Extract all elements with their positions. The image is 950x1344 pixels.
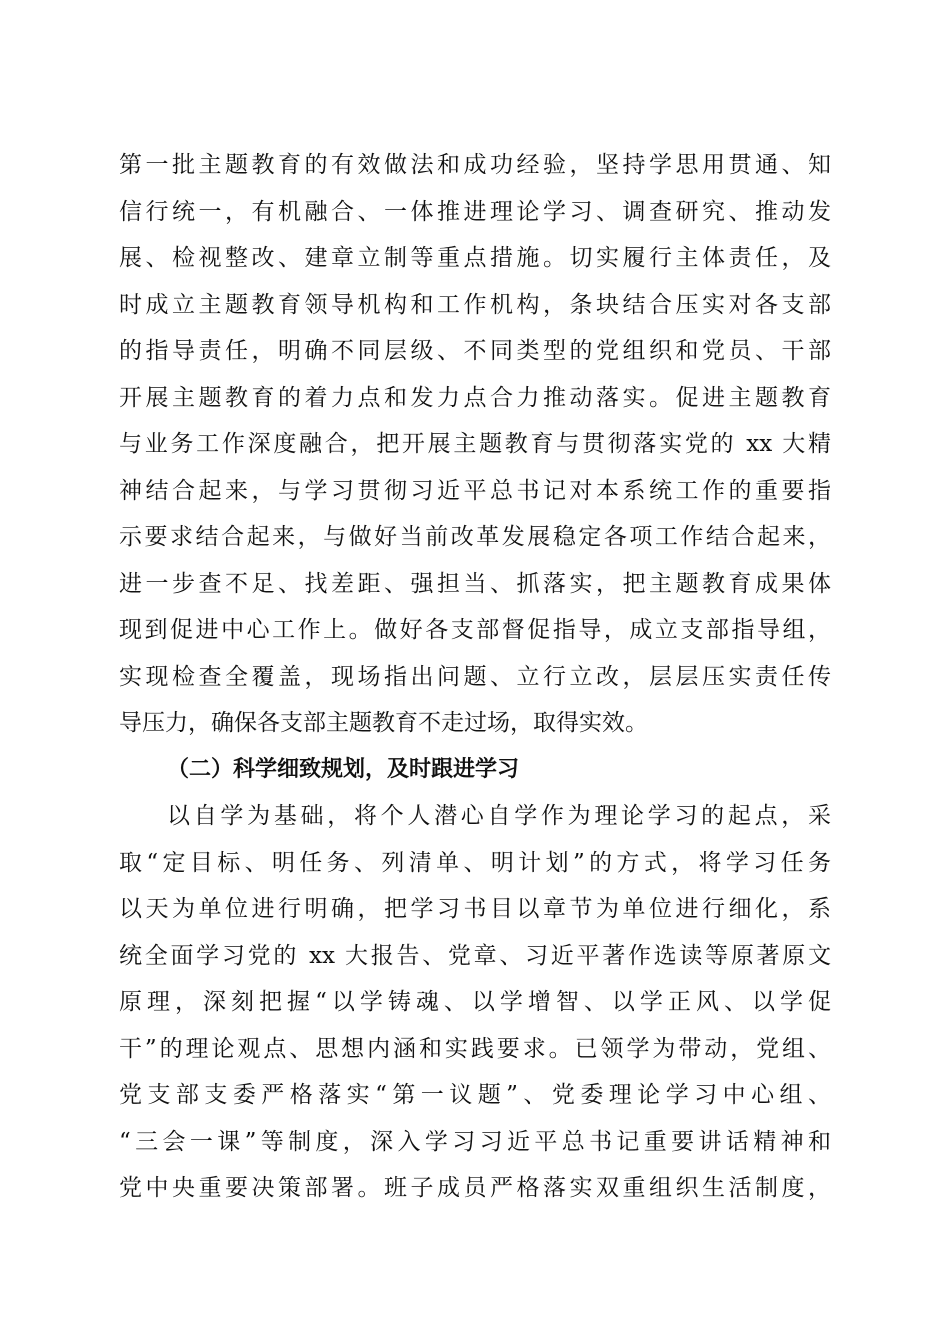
section-heading: （二）科学细致规划，及时跟进学习: [167, 756, 520, 782]
text-line: 党中央重要决策部署。班子成员严格落实双重组织生活制度，: [119, 1175, 831, 1201]
text-line: 统全面学习党的 xx 大报告、党章、习近平著作选读等原著原文: [119, 942, 831, 969]
text-line: 以天为单位进行明确，把学习书目以章节为单位进行细化，系: [119, 896, 831, 922]
text-line: 实现检查全覆盖，现场指出问题、立行立改，层层压实责任传: [119, 663, 831, 690]
text-line: 信行统一，有机融合、一体推进理论学习、调查研究、推动发: [119, 198, 831, 225]
text-line: 以自学为基础，将个人潜心自学作为理论学习的起点，采: [167, 803, 831, 829]
text-line: 的指导责任，明确不同层级、不同类型的党组织和党员、干部: [119, 338, 831, 364]
text-line: 神结合起来，与学习贯彻习近平总书记对本系统工作的重要指: [119, 477, 831, 504]
text-line: 与业务工作深度融合，把开展主题教育与贯彻落实党的 xx 大精: [119, 431, 831, 457]
text-line: 原理，深刻把握“以学铸魂、以学增智、以学正风、以学促: [119, 989, 831, 1015]
text-line: 现到促进中心工作上。做好各支部督促指导，成立支部指导组，: [119, 617, 831, 643]
text-line: 开展主题教育的着力点和发力点合力推动落实。促进主题教育: [119, 384, 831, 411]
document-body: [119, 142, 831, 1212]
text-line: 示要求结合起来，与做好当前改革发展稳定各项工作结合起来，: [119, 524, 831, 550]
text-line: 进一步查不足、找差距、强担当、抓落实，把主题教育成果体: [119, 570, 831, 597]
text-line: “三会一课”等制度，深入学习习近平总书记重要讲话精神和: [119, 1128, 831, 1155]
paragraph-1: [119, 142, 831, 747]
text-line: 干”的理论观点、思想内涵和实践要求。已领学为带动，党组、: [119, 1035, 831, 1062]
text-line: 第一批主题教育的有效做法和成功经验，坚持学思用贯通、知: [119, 152, 831, 178]
paragraph-2: [119, 793, 831, 1212]
text-line: 取“定目标、明任务、列清单、明计划”的方式，将学习任务: [119, 849, 831, 876]
text-line: 展、检视整改、建章立制等重点措施。切实履行主体责任，及: [119, 245, 831, 271]
text-line: 党支部支委严格落实“第一议题”、党委理论学习中心组、: [119, 1082, 831, 1108]
text-line: 导压力，确保各支部主题教育不走过场，取得实效。: [119, 710, 648, 736]
text-line: 时成立主题教育领导机构和工作机构，条块结合压实对各支部: [119, 291, 831, 318]
